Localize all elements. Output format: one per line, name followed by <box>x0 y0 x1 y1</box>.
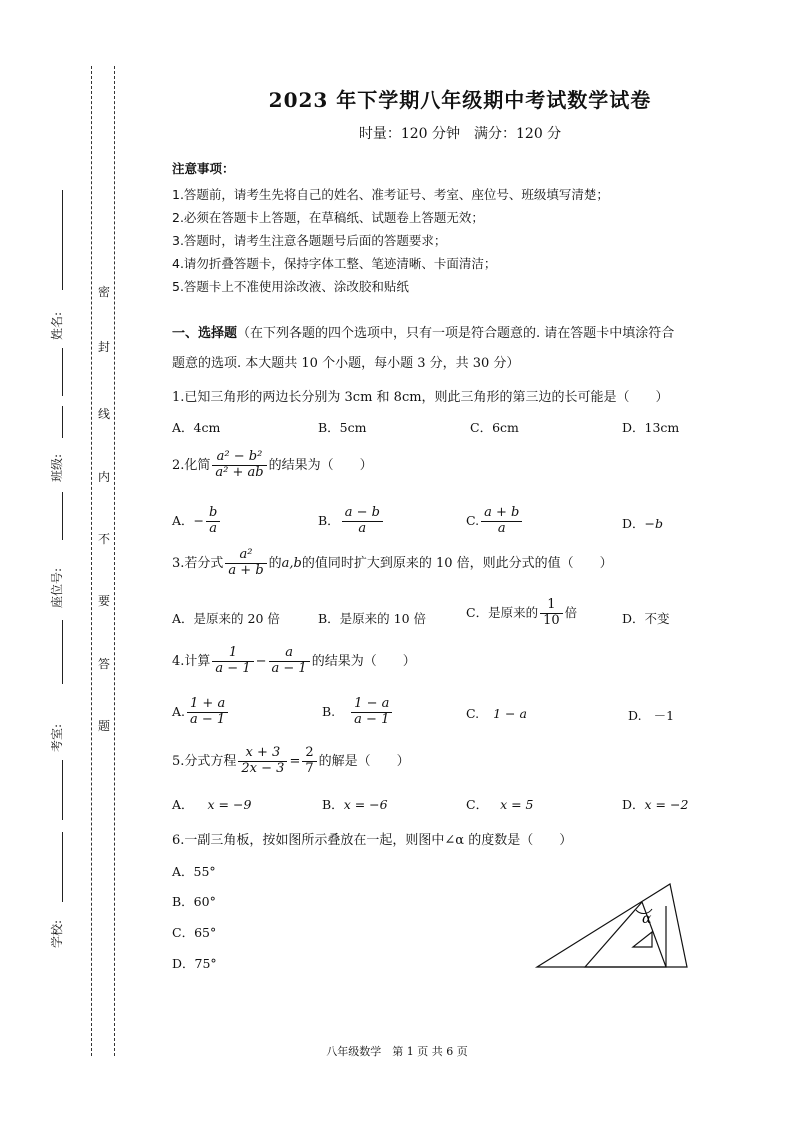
q5-option-c <box>466 795 534 813</box>
seal-char: 密 <box>97 285 110 299</box>
question-3-stem <box>172 548 613 579</box>
q3-c-num: 1 <box>540 598 563 614</box>
q3-prefix: 3.若分式 <box>172 555 224 571</box>
q4-b-den: a − 1 <box>354 711 390 727</box>
q2-option-c <box>466 506 524 537</box>
q5-d-value: x = −2 <box>644 797 689 812</box>
q4-a-fraction <box>187 697 228 728</box>
note-item: 5.答题卡上不准使用涂改液、涂改胶和贴纸 <box>172 279 409 294</box>
q2-a-sign: − <box>193 512 205 528</box>
q4-fraction-2 <box>269 646 310 677</box>
q2-fraction <box>212 450 266 481</box>
q5-label-a: A． <box>172 797 194 812</box>
seal-dashed-line-right <box>114 66 115 1056</box>
q4-label-d: D. <box>628 708 642 723</box>
q5-equals: = <box>289 753 301 769</box>
note-item: 2.必须在答题卡上答题，在草稿纸、试题卷上答题无效； <box>172 210 484 225</box>
q2-b-fraction <box>342 506 383 537</box>
exam-time-score: 时量：120 分钟 满分：120 分 <box>358 126 562 142</box>
seal-char: 题 <box>97 719 110 733</box>
q5-option-d <box>622 795 688 813</box>
q4-label-a: A. <box>172 703 186 719</box>
q4-prefix: 4.计算 <box>172 653 211 669</box>
q4-option-b <box>322 697 394 728</box>
q4-den-2: a − 1 <box>271 660 307 676</box>
q5-prefix: 5.分式方程 <box>172 753 237 769</box>
q2-b-den: a <box>358 520 367 536</box>
q5-label-b: B． <box>322 797 344 812</box>
q5-b-value: x = −6 <box>343 797 388 812</box>
seat-blank-line <box>62 620 63 684</box>
q5-suffix: 的解是（ ） <box>318 753 410 769</box>
note-item: 3.答题时，请考生注意各题题号后面的答题要求； <box>172 233 447 248</box>
q2-label-a: A． <box>172 512 194 528</box>
q3-numerator: a² <box>225 548 266 564</box>
q3-c-den: 10 <box>543 612 560 628</box>
q5-label-c: C． <box>466 797 489 812</box>
q4-fraction-1 <box>212 646 253 677</box>
triangle-set-figure <box>530 876 695 976</box>
q5-num-2: 2 <box>302 746 316 762</box>
q5-option-a <box>172 795 251 813</box>
q4-num-1: 1 <box>212 646 253 662</box>
q2-a-den: a <box>209 520 218 536</box>
q2-numerator: a² − b² <box>212 450 266 466</box>
q2-label-b: B． <box>318 512 340 528</box>
q5-den-2: 7 <box>305 760 314 776</box>
q3-fraction <box>225 548 266 579</box>
q5-c-value: x = 5 <box>500 797 534 812</box>
q4-num-2: a <box>269 646 310 662</box>
q5-label-d: D． <box>622 797 645 812</box>
q4-minus: − <box>255 653 267 669</box>
q4-den-1: a − 1 <box>215 660 251 676</box>
class-blank-line <box>62 406 63 438</box>
q3-denominator: a + b <box>228 562 264 578</box>
q1-option-a: A．4cm <box>172 420 221 435</box>
question-2-stem <box>172 450 373 481</box>
q3-suffix: 的值同时扩大到原来的 10 倍，则此分式的值（ ） <box>301 555 613 571</box>
seal-char: 要 <box>97 594 110 608</box>
q3-option-c <box>466 598 577 629</box>
q2-c-num: a + b <box>481 506 522 522</box>
name-blank-line-2 <box>62 348 63 396</box>
q2-c-fraction <box>481 506 522 537</box>
seal-char: 线 <box>97 407 110 421</box>
q3-c-fraction <box>540 598 563 629</box>
q2-option-a <box>172 506 222 537</box>
q4-a-num: 1 + a <box>187 697 228 713</box>
right-angle-marker <box>633 932 652 947</box>
q6-option-c: C．65° <box>172 925 217 940</box>
field-class-label: 班级: <box>50 453 64 482</box>
name-blank-line <box>62 190 63 290</box>
q2-c-den: a <box>497 520 506 536</box>
q6-option-a: A．55° <box>172 864 216 879</box>
q5-option-b <box>322 795 388 813</box>
q4-label-b: B. <box>322 703 336 719</box>
q3-c-suffix: 倍 <box>564 604 578 620</box>
school-blank-line <box>62 832 63 902</box>
q4-b-num: 1 − a <box>351 697 392 713</box>
section-desc-2: 题意的选项. 本大题共 10 个小题，每小题 3 分，共 30 分） <box>172 356 520 371</box>
seal-char: 封 <box>97 340 110 354</box>
q5-fraction-1 <box>238 746 287 777</box>
q3-vars: a,b <box>281 555 302 571</box>
section-desc-1: （在下列各题的四个选项中，只有一项是符合题意的. 请在答题卡中填涂符合 <box>237 326 675 341</box>
alpha-label: α <box>642 911 652 927</box>
seal-dashed-line-left <box>91 66 92 1056</box>
field-room-label: 考室: <box>50 723 64 752</box>
q5-a-value: x = −9 <box>207 797 252 812</box>
page-title: 2023 年下学期八年级期中考试数学试卷 <box>268 88 652 112</box>
class-blank-line-2 <box>62 492 63 540</box>
q2-option-b <box>318 506 385 537</box>
field-name-label: 姓名: <box>50 311 64 340</box>
q4-b-fraction <box>351 697 392 728</box>
q3-option-d: D．不变 <box>622 611 670 626</box>
q2-denominator: a² + ab <box>215 464 264 480</box>
q2-d-value: −b <box>644 516 664 531</box>
field-seat-label: 座位号: <box>50 567 64 608</box>
q1-option-b: B．5cm <box>318 420 367 435</box>
question-5-stem <box>172 746 410 777</box>
q4-d-value: －1 <box>653 708 675 723</box>
question-4-stem <box>172 646 416 677</box>
q1-option-d: D．13cm <box>622 420 680 435</box>
q4-label-c: C. <box>466 706 480 721</box>
q4-option-a <box>172 697 230 728</box>
q4-option-d <box>628 706 674 724</box>
q2-b-num: a − b <box>342 506 383 522</box>
q2-option-d <box>622 514 663 532</box>
q2-prefix: 2.化简 <box>172 457 211 473</box>
q2-a-fraction <box>206 506 220 537</box>
question-1-stem: 1.已知三角形的两边长分别为 3cm 和 8cm，则此三角形的第三边的长可能是（ ） <box>172 390 669 405</box>
q3-option-b: B．是原来的 10 倍 <box>318 611 427 626</box>
q4-option-c <box>466 706 527 721</box>
q2-label-c: C. <box>466 512 480 528</box>
field-school-label: 学校: <box>50 919 64 948</box>
note-item: 1.答题前，请考生先将自己的姓名、准考证号、考室、座位号、班级填写清楚； <box>172 187 609 202</box>
q4-a-den: a − 1 <box>190 711 226 727</box>
q5-num-1: x + 3 <box>238 746 287 762</box>
notes-title: 注意事项： <box>172 161 235 176</box>
q2-label-d: D． <box>622 516 645 531</box>
q6-option-b: B．60° <box>172 894 216 909</box>
q3-option-a: A．是原来的 20 倍 <box>172 611 280 626</box>
q6-option-d: D．75° <box>172 956 217 971</box>
page-footer: 八年级数学 第 1 页 共 6 页 <box>326 1045 468 1058</box>
q2-suffix: 的结果为（ ） <box>268 457 373 473</box>
room-blank-line <box>62 760 63 820</box>
q4-c-value: 1 − a <box>493 706 527 721</box>
q5-fraction-2 <box>302 746 316 777</box>
q3-mid: 的 <box>268 555 282 571</box>
q2-a-num: b <box>206 506 220 522</box>
section-title: 一、选择题 <box>172 326 238 341</box>
q5-den-1: 2x − 3 <box>241 760 285 776</box>
note-item: 4.请勿折叠答题卡，保持字体工整、笔迹清晰、卡面清洁； <box>172 256 497 271</box>
q1-option-c: C．6cm <box>470 420 519 435</box>
section-heading <box>172 322 674 341</box>
q3-c-prefix: C．是原来的 <box>466 604 539 620</box>
seal-char: 内 <box>97 470 110 484</box>
question-6-stem: 6.一副三角板，按如图所示叠放在一起，则图中∠α 的度数是（ ） <box>172 833 573 848</box>
seal-char: 答 <box>97 657 110 671</box>
seal-char: 不 <box>97 532 110 546</box>
q4-suffix: 的结果为（ ） <box>311 653 416 669</box>
large-set-square <box>537 884 687 967</box>
